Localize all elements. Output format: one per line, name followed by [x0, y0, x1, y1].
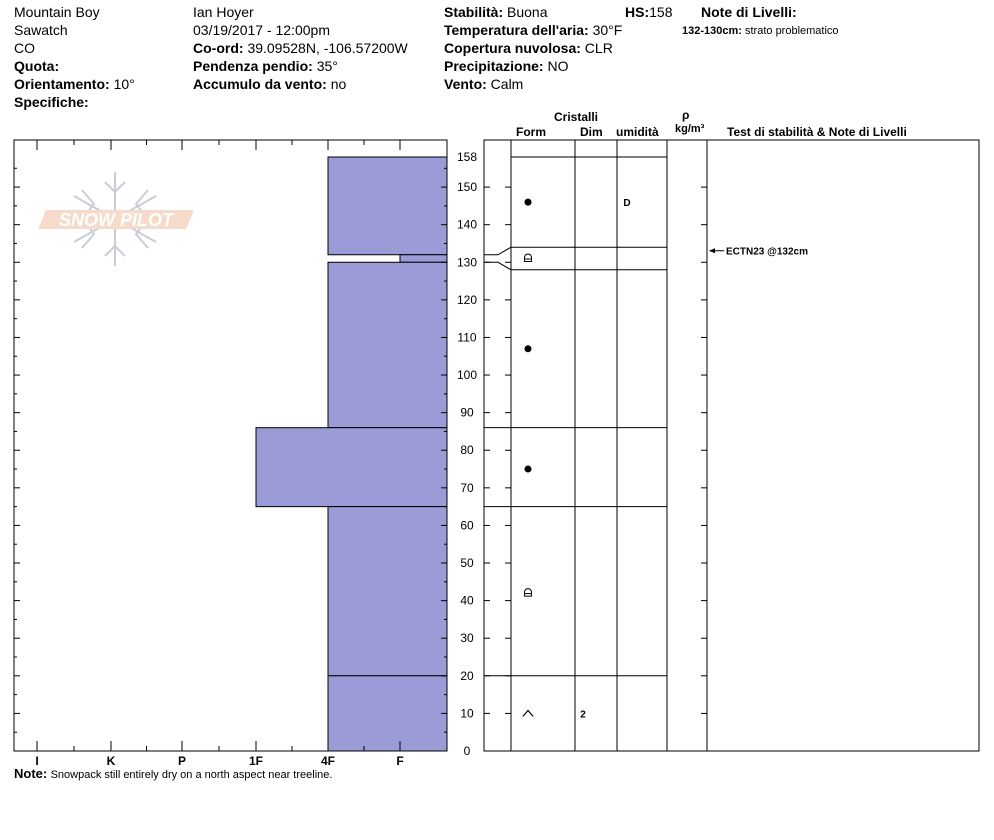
coord-label: Co-ord: [193, 40, 244, 56]
moisture-header: umidità [616, 125, 659, 139]
layer-connector [484, 262, 511, 270]
rounds-icon [525, 466, 532, 473]
layer-note-depth: 132-130cm: [682, 25, 742, 37]
coord-value: 39.09528N, -106.57200W [247, 40, 408, 56]
wind-label: Vento: [444, 76, 487, 92]
hardness-bar [256, 428, 447, 507]
hardness-bar [328, 676, 447, 751]
profile-table [484, 140, 979, 751]
depth-tick-label: 90 [460, 405, 474, 420]
test-label: ECTN23 @132cm [726, 246, 809, 258]
stability-value: Buona [507, 4, 548, 20]
depth-tick-label: 30 [460, 631, 474, 646]
cloud-cover-value: CLR [584, 40, 613, 56]
hs-label: HS: [625, 4, 650, 20]
depth-tick-label: 70 [460, 480, 474, 495]
hardness-bar [328, 507, 447, 676]
faceted-rounds-icon [525, 589, 532, 596]
layer-connector [484, 247, 511, 255]
logo-text: SNOW PILOT [59, 210, 173, 230]
air-temp-value: 30°F [592, 22, 623, 38]
depth-tick-label: 20 [460, 668, 474, 683]
depth-tick-label: 120 [456, 292, 478, 307]
wind-value: Calm [490, 76, 524, 92]
elevation-label: Quota: [14, 58, 60, 74]
depth-tick-label: 110 [457, 330, 477, 345]
hardness-bar [400, 255, 447, 263]
aspect-label: Orientamento: [14, 76, 110, 92]
slope-label: Pendenza pendio: [193, 58, 313, 74]
rounds-icon [525, 199, 532, 206]
layer-note-text: strato problematico [745, 25, 839, 37]
snow-pilot-logo [38, 172, 194, 266]
depth-tick-label: 60 [460, 518, 474, 533]
observation-datetime: 03/19/2017 - 12:00pm [193, 22, 330, 38]
rounds-icon [525, 345, 532, 352]
crystal-size-label: 2 [580, 709, 586, 721]
aspect-value: 10° [113, 76, 135, 92]
faceted-rounds-icon [525, 254, 532, 262]
size-header: Dim [580, 125, 603, 139]
precip-label: Precipitazione: [444, 58, 544, 74]
note-text: Snowpack still entirely dry on a north aspect near treeline. [50, 769, 333, 781]
hardness-tick-label: 4F [320, 754, 336, 768]
moisture-label: D [623, 198, 631, 210]
depth-tick-label: 150 [456, 180, 478, 195]
tests-header: Test di stabilità & Note di Livelli [727, 125, 907, 139]
hardness-tick-label: 1F [248, 754, 264, 768]
mountain-range: Sawatch [14, 22, 68, 38]
hardness-tick-label: F [396, 754, 404, 768]
depth-tick-label: 80 [460, 443, 474, 458]
crystals-header: Cristalli [554, 110, 599, 124]
table-frame [484, 140, 979, 751]
depth-hoar-icon [523, 710, 533, 716]
density-symbol: ρ [682, 108, 690, 122]
form-header: Form [516, 125, 546, 139]
depth-tick-label: 140 [456, 217, 478, 232]
state: CO [14, 40, 35, 56]
density-unit: kg/m³ [675, 123, 705, 135]
note-label: Note: [14, 766, 48, 781]
hardness-bar [328, 262, 447, 427]
depth-tick-label: 50 [460, 556, 474, 571]
test-arrow-head [709, 248, 715, 253]
slope-value: 35° [316, 58, 338, 74]
hardness-tick-label: P [177, 754, 187, 768]
depth-tick-label: 0 [463, 744, 471, 758]
location-name: Mountain Boy [14, 4, 100, 20]
hs-value: 158 [649, 4, 673, 20]
observer-name: Ian Hoyer [193, 4, 254, 20]
precip-value: NO [547, 58, 569, 74]
stability-label: Stabilità: [444, 4, 504, 20]
wind-loading-label: Accumulo da vento: [193, 76, 327, 92]
depth-tick-label: 100 [456, 368, 478, 383]
hardness-plot [14, 140, 447, 768]
note-row [14, 766, 332, 783]
wind-loading-value: no [330, 76, 347, 92]
specifics-label: Specifiche: [14, 94, 89, 110]
depth-tick-label: 130 [456, 255, 478, 270]
hardness-tick-label: I [35, 754, 39, 768]
depth-tick-label: 158 [456, 150, 478, 164]
cloud-cover-label: Copertura nuvolosa: [444, 40, 581, 56]
depth-axis [457, 150, 477, 758]
depth-tick-label: 10 [460, 706, 474, 721]
air-temp-label: Temperatura dell'aria: [444, 22, 589, 38]
depth-tick-label: 40 [460, 593, 474, 608]
layer-notes-title: Note di Livelli: [701, 4, 797, 20]
hardness-bar [328, 157, 447, 255]
hardness-tick-label: K [106, 754, 116, 768]
